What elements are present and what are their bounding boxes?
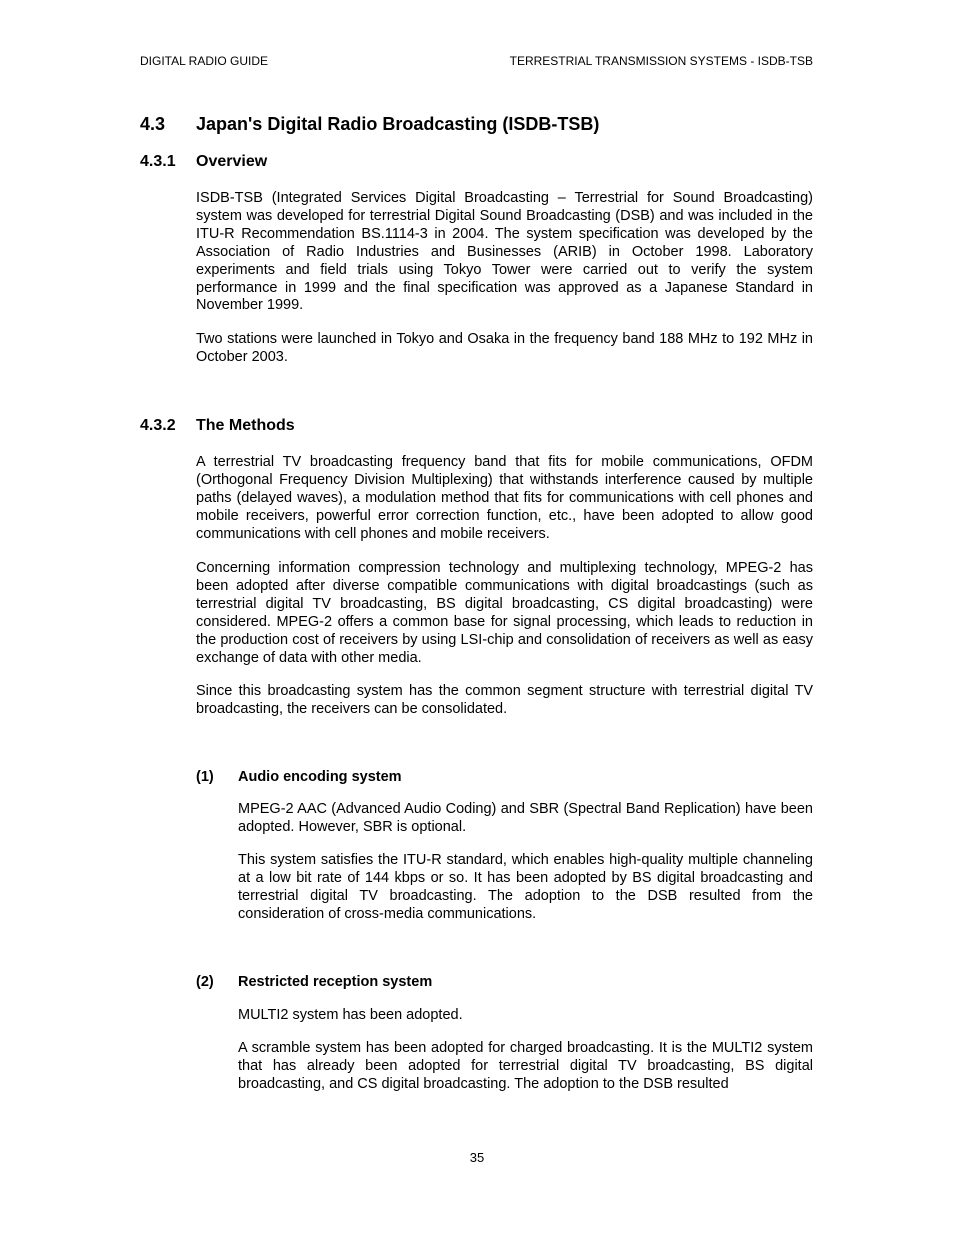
audio-paragraph: MPEG-2 AAC (Advanced Audio Coding) and SBR (Spectral Band Replication) have been adopted. However, SBR is optional. — [238, 801, 813, 835]
overview-title: Overview — [196, 153, 268, 170]
methods-paragraph: Since this broadcasting system has the common segment structure with terrestrial digital TV broadcasting, the receivers can be consolidated. — [196, 683, 813, 717]
overview-paragraph: ISDB-TSB (Integrated Services Digital Broadcasting – Terrestrial for Sound Broadcasting) system was developed for terrestrial Digital Sound Broadcasting (DSB) and was included in the ITU-R Recommendation BS.1114-3 in 2004. The system specification was developed by the Association of Radio Industries and Businesses (ARIB) in October 1998. Laboratory experiments and field trials using Tokyo Tower were carried out to verify the system performance in 1999 and the final specification was approved as a Japanese Standard in November 1999. — [196, 190, 813, 314]
page-number: 35 — [469, 1150, 485, 1165]
overview-heading — [140, 152, 267, 172]
running-header-left: DIGITAL RADIO GUIDE — [140, 54, 269, 68]
methods-paragraph: Concerning information compression technology and multiplexing technology, MPEG-2 has been adopted after diverse compatible communications with digital broadcastings (such as terrestrial digital TV broadcasting, BS digital broadcasting, CS digital broadcasting) were considered. MPEG-2 offers a common base for signal processing, which leads to reduction in the production cost of receivers by using LSI-chip and consolidation of receivers as well as easy exchange of data with other media. — [196, 560, 813, 666]
audio-title: Audio encoding system — [238, 769, 402, 785]
section-heading — [140, 113, 599, 135]
running-header-right: TERRESTRIAL TRANSMISSION SYSTEMS - ISDB-TSB — [509, 54, 813, 68]
audio-paragraph: This system satisfies the ITU-R standard, which enables high-quality multiple channeling at a low bit rate of 144 kbps or so. It has been adopted by BS digital broadcasting and terrestrial digital TV broadcasting. The adoption to the DSB resulted from the consideration of cross-media communications. — [238, 852, 813, 922]
audio-heading — [196, 768, 402, 786]
overview-paragraph: Two stations were launched in Tokyo and Osaka in the frequency band 188 MHz to 192 MHz in October 2003. — [196, 331, 813, 365]
restricted-number: (2) — [196, 974, 214, 990]
restricted-title: Restricted reception system — [238, 974, 433, 990]
audio-number: (1) — [196, 769, 214, 785]
section-number: 4.3 — [140, 114, 166, 134]
methods-heading — [140, 416, 295, 436]
methods-title: The Methods — [196, 417, 295, 434]
methods-number: 4.3.2 — [140, 417, 176, 434]
restricted-paragraph: A scramble system has been adopted for charged broadcasting. It is the MULTI2 system that has already been adopted for terrestrial digital TV broadcasting, BS digital broadcasting, and CS digital broadcasting. The adoption to the DSB resulted — [238, 1040, 813, 1092]
restricted-paragraph: MULTI2 system has been adopted. — [238, 1007, 463, 1023]
section-title: Japan's Digital Radio Broadcasting (ISDB-TSB) — [196, 114, 600, 134]
restricted-heading — [196, 973, 432, 991]
methods-paragraph: A terrestrial TV broadcasting frequency band that fits for mobile communications, OFDM (Orthogonal Frequency Division Multiplexing) that withstands interference caused by multiple paths (delayed waves), a modulation method that fits for communications with cell phones and mobile receivers, powerful error correction function, etc., have been adopted to allow good communications with cell phones and mobile receivers. — [196, 454, 813, 542]
overview-number: 4.3.1 — [140, 153, 176, 170]
